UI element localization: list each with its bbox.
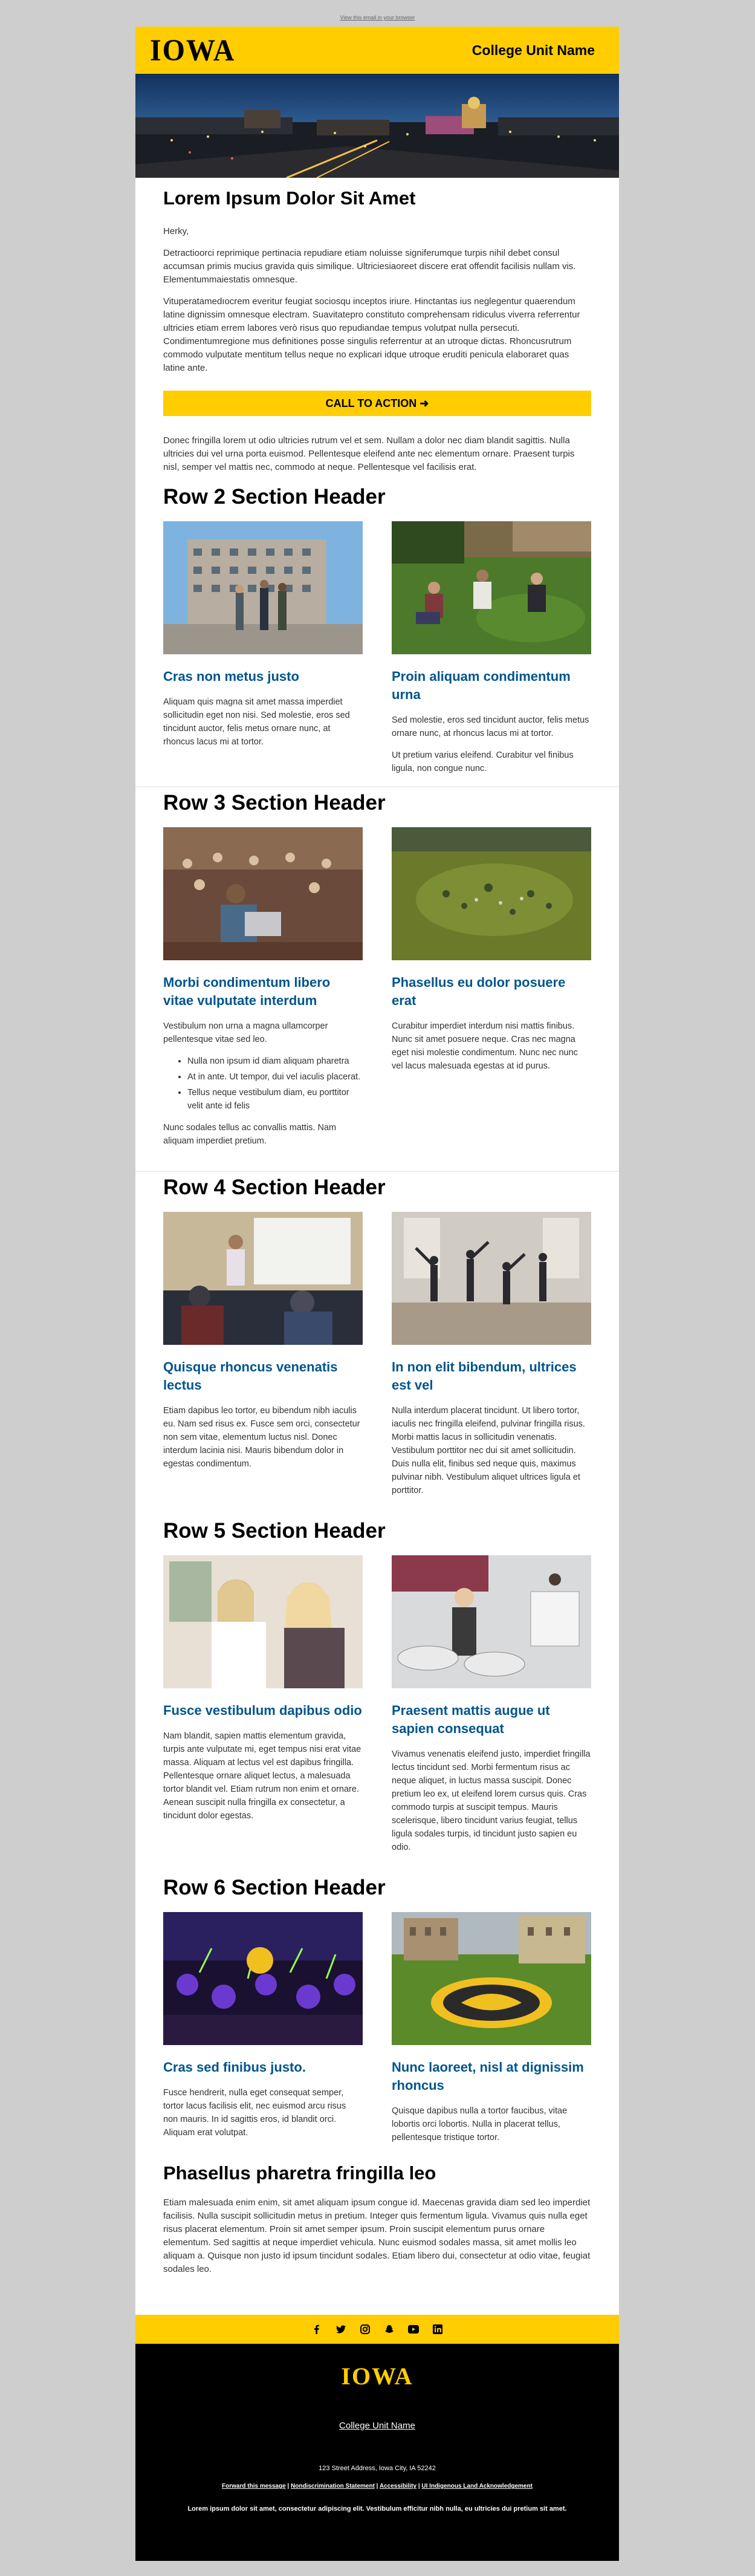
facebook-icon[interactable] [311, 2323, 323, 2335]
row3-left-title[interactable]: Morbi condimentum libero vitae vulputate interdum [163, 975, 331, 1008]
footer-unit-link[interactable]: College Unit Name [339, 2421, 415, 2431]
email-header [135, 27, 619, 74]
row6 [163, 1912, 591, 2153]
row4-right-card [392, 1212, 591, 1506]
concert-crowd-photo[interactable] [163, 1912, 363, 2045]
accessibility-link[interactable]: Accessibility [379, 2483, 417, 2490]
row5-right-card [392, 1555, 591, 1862]
land-acknowledgement-link[interactable]: UI Indigenous Land Acknowledgement [421, 2483, 533, 2490]
row6-right-text: Quisque dapibus nulla a tortor faucibus, vitae lobortis orci lobortis. Nulla in placerat tellus, pellentesque tristique tortor. [392, 2106, 568, 2142]
cta-label: CALL TO ACTION [325, 397, 417, 409]
youtube-icon[interactable] [407, 2323, 420, 2335]
iowa-logo[interactable]: IOWA [150, 33, 236, 67]
row4-left-card [163, 1212, 363, 1506]
email-footer [135, 2344, 619, 2561]
instagram-icon[interactable] [359, 2323, 371, 2335]
classroom-photo[interactable] [163, 1212, 363, 1345]
music-drums-photo[interactable] [392, 1555, 591, 1688]
linkedin-icon[interactable] [432, 2323, 444, 2335]
closing-title: Phasellus pharetra fringilla leo [163, 2162, 436, 2184]
dance-studio-photo[interactable] [392, 1212, 591, 1345]
footer-address: 123 Street Address, Iowa City, IA 52242 [319, 2465, 436, 2472]
row4-section-header: Row 4 Section Header [163, 1176, 386, 1199]
row3-right-title[interactable]: Phasellus eu dolor posuere erat [392, 975, 566, 1008]
row3 [163, 827, 591, 1156]
row6-left-title[interactable]: Cras sed finibus justo. [163, 2060, 306, 2075]
social-bar [135, 2315, 619, 2344]
row3-left-card [163, 827, 363, 1156]
row3-left-text: Vestibulum non urna a magna ullamcorper pellentesque vitae sed leo. [163, 1021, 328, 1044]
row6-left-card [163, 1912, 363, 2153]
row2-right-text-1: Sed molestie, eros sed tincidunt auctor, felis metus ornare nunc, at rhoncus lacus mi at tortor. [392, 715, 589, 738]
row4-right-title[interactable]: In non elit bibendum, ultrices est vel [392, 1359, 577, 1393]
footer-note: Lorem ipsum dolor sit amet, consectetur adipiscing elit. Vestibulum efficitur nibh nulla, eu ultricies dui pretium sit amet. [187, 2505, 567, 2513]
intro-paragraph-1: Detractioorci reprimique pertinacia repudiare etiam noluisse signiferumque turpis nihil debet consul accumsan primis mucius gravida quis similique. Ultriciesiaoreet discere erat offendit facilisis nullam vis. Elementumm​aiestatis omnesque. [163, 248, 576, 285]
section-divider [135, 786, 619, 787]
email-container [135, 27, 619, 2561]
students-lawn-photo[interactable] [392, 521, 591, 654]
row3-right-card [392, 827, 591, 1156]
row6-left-text: Fusce hendrerit, nulla eget consequat semper, tortor lacus facilisis elit, nec euismod arcu risus non mauris. In id sagittis eros, id blandit orci. Aliquam erat volutpat. [163, 2088, 346, 2138]
snapchat-icon[interactable] [383, 2323, 395, 2335]
hero-image [135, 74, 619, 178]
row5-section-header: Row 5 Section Header [163, 1519, 386, 1543]
row2-section-header: Row 2 Section Header [163, 485, 386, 509]
tigerhawk-lawn-photo[interactable] [392, 1912, 591, 2045]
email-body [135, 187, 619, 2276]
row3-right-text: Curabitur imperdiet interdum nisi mattis finibus. Nunc sit amet posuere neque. Cras nec magna eget nisi molestie condimentum. Nunc nec nunc vel lacus malesuada egestas at id purus. [392, 1021, 578, 1071]
row2-left-card [163, 521, 363, 784]
intro-title: Lorem Ipsum Dolor Sit Amet [163, 187, 416, 209]
list-item: • Nulla non ipsum id diam aliquam pharetra [187, 1055, 363, 1068]
row2-left-text: Aliquam quis magna sit amet massa imperdiet sollicitudin eget non nisi. Sed molestie, eros sed tincidunt auctor, felis metus ornare nunc, at rhoncus lacus mi at tortor. [163, 697, 350, 747]
row2-right-text-2: Ut pretium varius eleifend. Curabitur vel finibus ligula, non congue nunc. [392, 750, 574, 773]
twitter-icon[interactable] [335, 2323, 347, 2335]
lab-students-photo[interactable] [163, 1555, 363, 1688]
row5-left-text: Nam blandit, sapien mattis elementum gravida, turpis ante vulputate mi, eget tempus nisi erat vitae massa. Aliquam at lectus vel est dapibus fringilla. Pellentesque ornare aliquet lectus, a malesuada tortor blandit vel. Etiam rutrum non enim et ornare. Aenean suscipit nulla fringilla ex consectetur, a tincidunt dolor egestas. [163, 1731, 361, 1821]
row5-right-title[interactable]: Praesent mattis augue ut sapien consequat [392, 1703, 550, 1736]
row3-left-after: Nunc sodales tellus ac convallis mattis. Nam aliquam imperdiet pretium. [163, 1123, 337, 1146]
students-walking-photo[interactable] [163, 521, 363, 654]
row6-right-title[interactable]: Nunc laoreet, nisl at dignissim rhoncus [392, 2060, 584, 2093]
greeting: Herky, [163, 226, 189, 236]
row2-left-title[interactable]: Cras non metus justo [163, 669, 299, 684]
footer-iowa-logo[interactable]: IOWA [341, 2363, 413, 2390]
forward-message-link[interactable]: Forward this message [222, 2483, 286, 2490]
row2-right-title[interactable]: Proin aliquam condimentum urna [392, 669, 571, 702]
view-in-browser-link[interactable]: View this email in your browser [340, 15, 415, 21]
intro-paragraph-3: Donec fringilla lorem ut odio ultricies rutrum vel et sem. Nullam a dolor nec diam blandit sagittis. Nulla ultricies dui vel urna porta euismod. Pellentesque eleifend ante nec elementum ornare. Praesent turpis nisl, semper vel mattis nec, commodo at neque. Pellentesque vel facilisis erat. [163, 435, 575, 472]
lecture-hall-photo[interactable] [163, 827, 363, 960]
row5 [163, 1555, 591, 1862]
list-item: • At in ante. Ut tempor, dui vel iaculis placerat. [187, 1070, 363, 1084]
row4-right-text: Nulla interdum placerat tincidunt. Ut libero tortor, iaculis nec fringilla eleifend, pulvinar fringilla risus. Morbi mattis lacus in sollicitudin venenatis. Vestibulum porttitor nec dui sit amet sollicitudin. Duis nulla elit, finibus sed neque quis, maximus pulvinar nibh. Vestibulum aliquet ultrices ligula et porttitor. [392, 1406, 585, 1495]
unit-name: College Unit Name [471, 42, 595, 58]
nondiscrimination-link[interactable]: Nondiscrimination Statement [291, 2483, 375, 2490]
intro-paragraph-2: Vituperatamedıocrem everitur feugiat sociosqu inceptos iriure. Hinctantas ius neglegentur quaerendum latine dignissim omnesque electram. Suavitatepro constituto comprehensam ridiculus viverra referrentur ultricies etiam errem labores verò risus quo repudiandae tempus volutpat nulla persecuti. Condimentumregione mus definitiones posse singulis referrentur at an utroque dictas. Rhoncusrutrum commodo vulputate mentitum tellus neque no explicari idque utroque eruditi penicula elaboraret quas latine ante. [163, 296, 580, 373]
row4-left-title[interactable]: Quisque rhoncus venenatis lectus [163, 1359, 338, 1393]
aerial-field-photo[interactable] [392, 827, 591, 960]
call-to-action-button[interactable] [163, 391, 591, 416]
row2-right-card [392, 521, 591, 784]
row5-right-text: Vivamus venenatis eleifend justo, imperdiet fringilla lectus tincidunt sed. Morbi fermentum risus ac neque aliquet, in luctus massa suscipit. Donec pretium leo ex, ut eleifend lorem cursus quis. Cras commodo turpis at suscipit tempus. Mauris scelerisque, libero tincidunt varius feugiat, tellus ligula sodales turpis, id tincidunt justo sapien eu odio. [392, 1749, 591, 1852]
section-divider [135, 1171, 619, 1172]
row6-right-card [392, 1912, 591, 2153]
row5-left-card [163, 1555, 363, 1862]
list-item: • Tellus neque vestibulum diam, eu porttitor velit ante id felis [187, 1086, 363, 1113]
row2 [163, 521, 591, 784]
arrow-right-icon: ➜ [420, 397, 429, 409]
row4 [163, 1212, 591, 1506]
row4-left-text: Etiam dapibus leo tortor, eu bibendum nibh iaculis eu. Nam sed risus ex. Fusce sem orci, consectetur non sem vitae, elementum luctus nisl. Donec interdum lacinia nisi. Mauris bibendum dolor in egestas condimentum. [163, 1406, 360, 1469]
row3-bullet-list [187, 1055, 363, 1113]
row6-section-header: Row 6 Section Header [163, 1876, 386, 1899]
row5-left-title[interactable]: Fusce vestibulum dapibus odio [163, 1703, 362, 1718]
footer-links: Forward this message | Nondiscrimination Statement | Accessibility | UI Indigenous Land Acknowledgement [222, 2483, 533, 2490]
closing-text: Etiam malesuada enim enim, sit amet aliquam ipsum congue id. Maecenas gravida diam sed leo imperdiet facilisis. Nulla suscipit sollicitudin metus in pretium. Integer quis fermentum ligula. Vivamus quis nulla eget risus placerat elementum. Proin sit amet semper ipsum. Proin suscipit elementum purus ornare elementum. Sed sagittis at neque imperdiet vehicula. Nunc euismod sodales massa, sit amet mollis leo aliquam a. Quisque non justo id ipsum tincidunt sodales. Etiam libero dui, consectetur at odio vitae, feugiat sodales leo. [163, 2197, 591, 2274]
row3-section-header: Row 3 Section Header [163, 791, 386, 815]
